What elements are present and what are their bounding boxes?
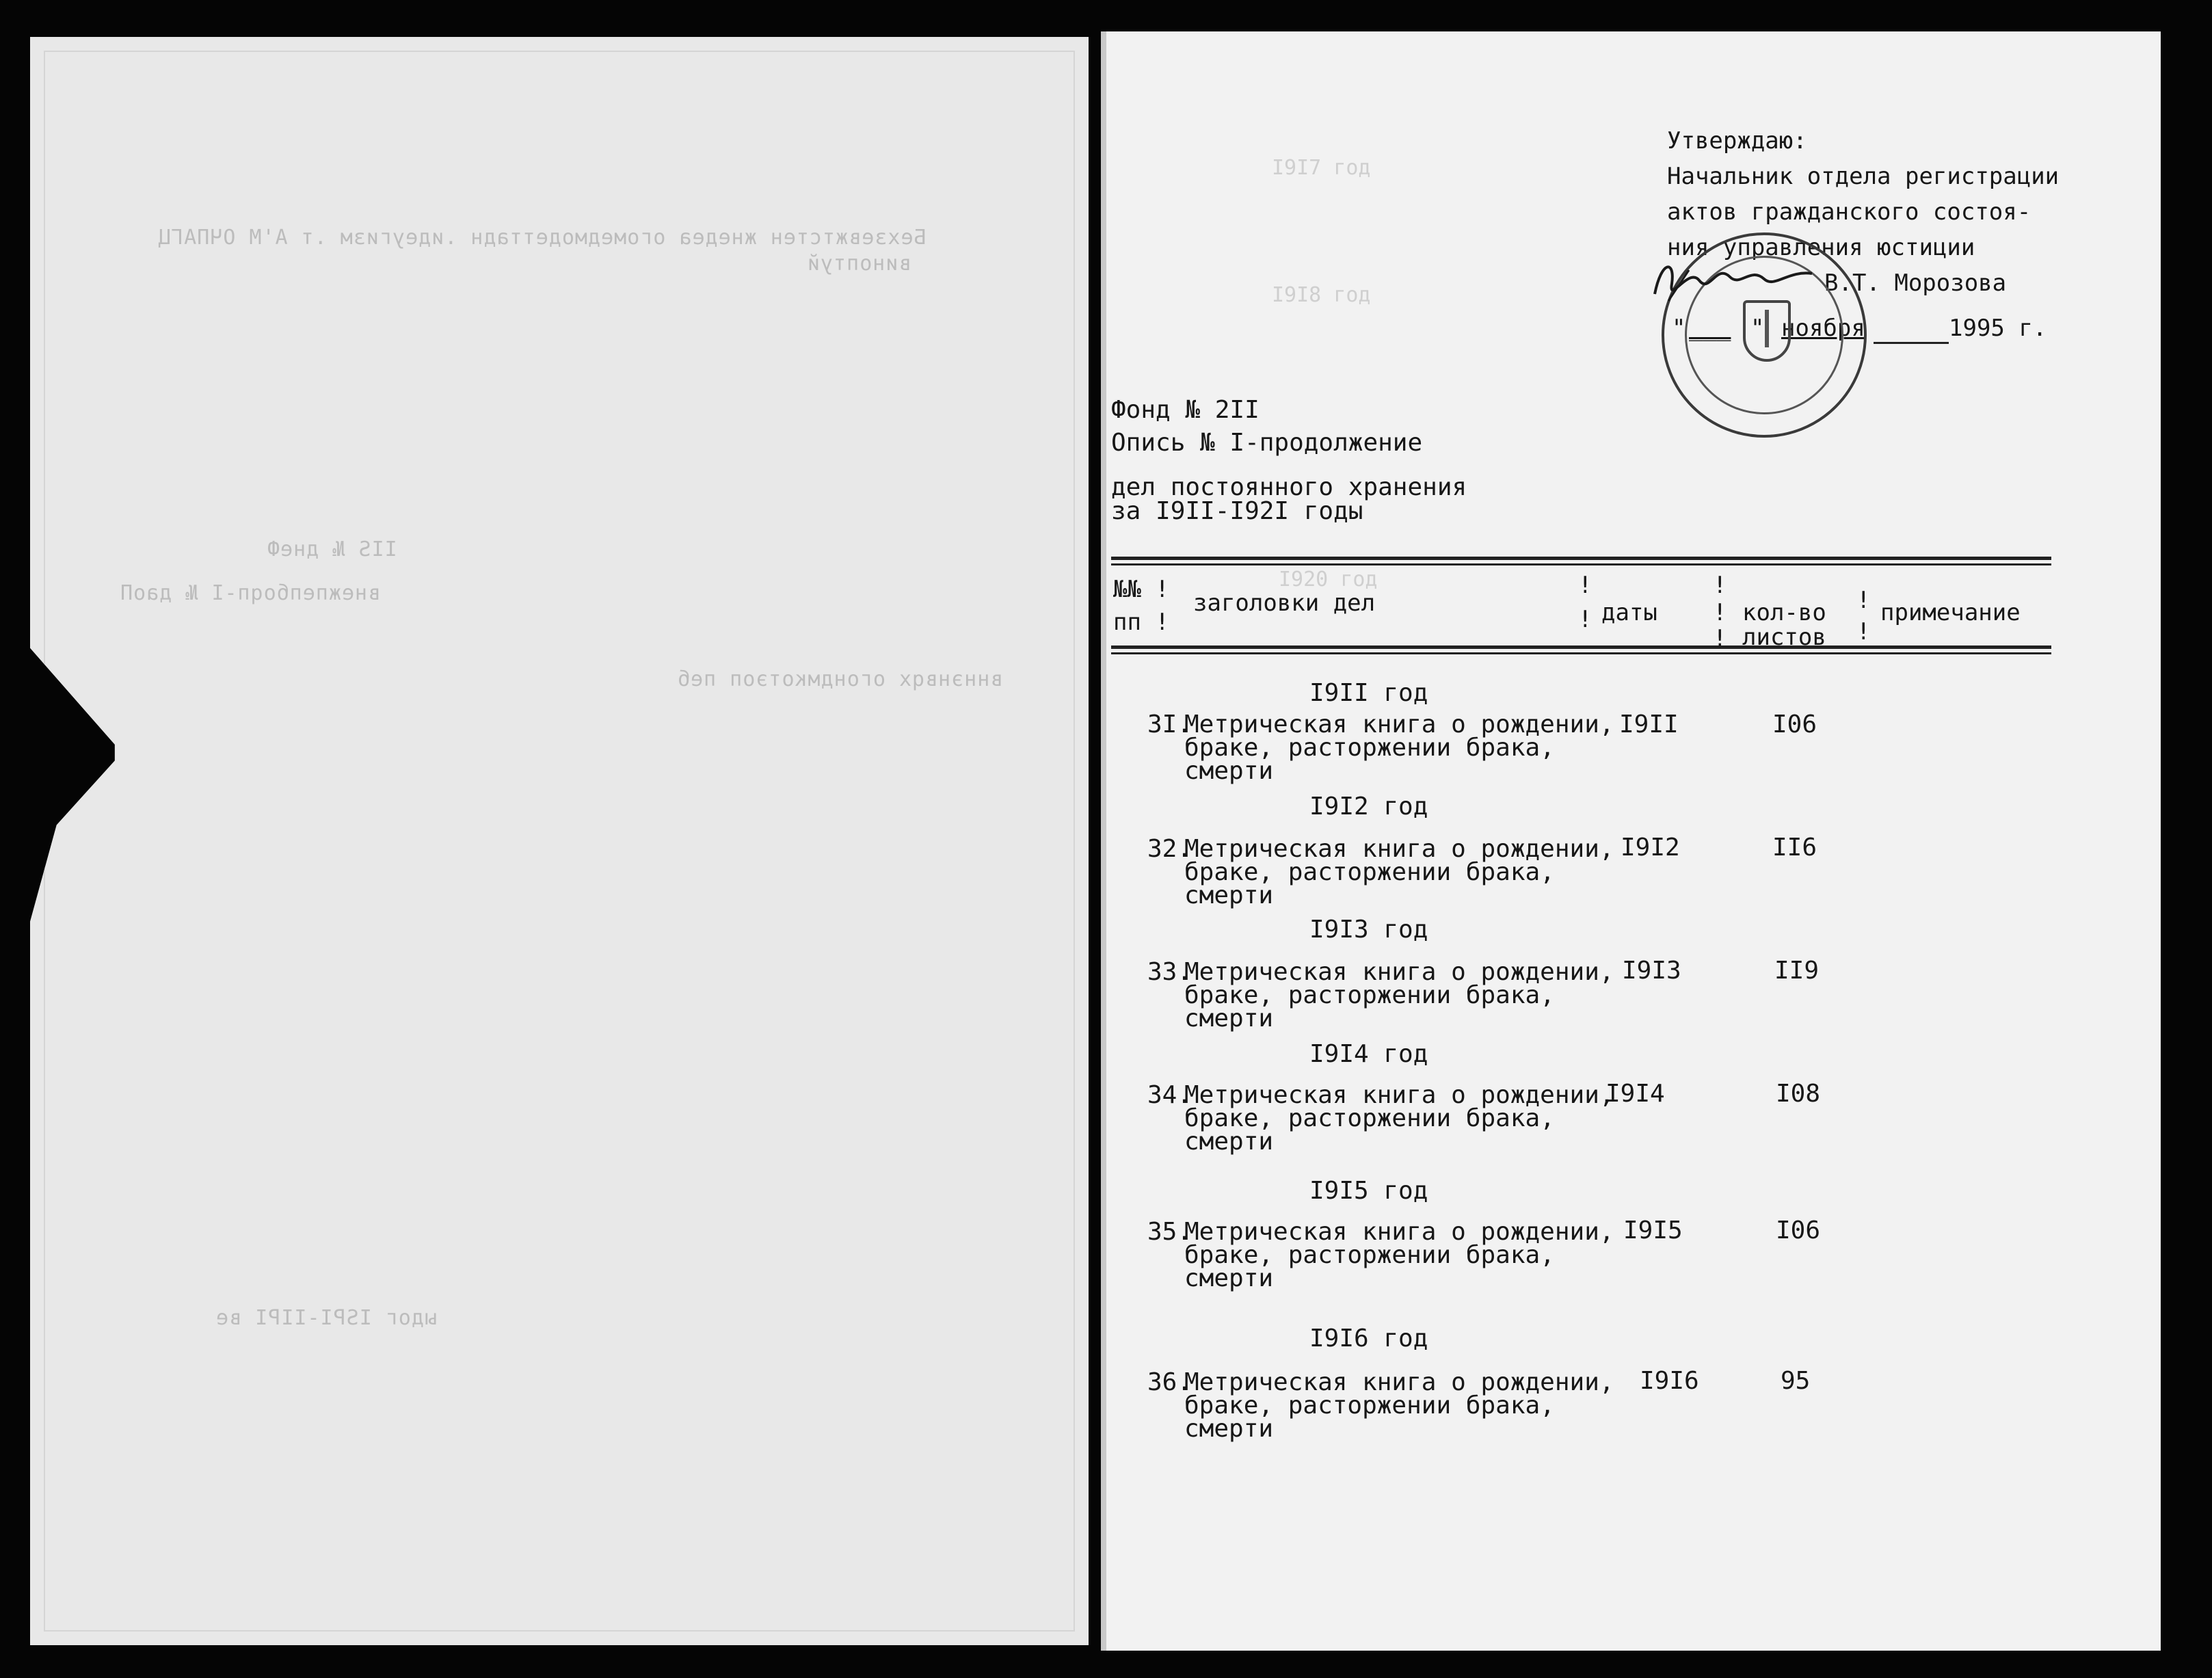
entry-title-line: Метрическая книга о рождении, [1184,835,1614,863]
entry-dates: І9І6 [1640,1367,1699,1395]
entry-title-line: браке, расторжении брака, [1184,1241,1555,1269]
col-header-number: пп ! [1113,609,1169,636]
col-separator: ! [1713,599,1727,626]
col-separator: ! [1713,625,1727,652]
ghost-text: І920 год [1279,568,1378,591]
entry-sheets: І06 [1772,710,1817,738]
entry-dates: І9І4 [1605,1080,1665,1108]
left-page [30,37,1089,1645]
ghost-text: І9І8 год [1272,283,1371,307]
entry-title-line: браке, расторжении брака, [1184,1104,1555,1132]
col-separator: ! [1856,618,1871,645]
entry-title [1184,958,1614,1033]
col-separator: ! [1856,587,1871,614]
entry-number: 33. [1147,958,1192,986]
approval-date-quote: " [1750,315,1765,342]
table-header-bottom-rule [1111,652,2051,654]
page-gutter [1101,31,1106,1651]
table-top-rule [1111,563,2051,565]
approval-date-underline [1874,342,1949,344]
handwritten-signature [1648,253,1826,315]
bleed-through-line: Бехзевжтстен жнедеа огомедмодеттадн .идеугизм .т А'М ОЧПАГЦ [157,226,927,250]
entry-number: 36. [1147,1368,1192,1396]
col-separator: ! [1578,572,1593,599]
bleed-through-line: вннэнвqх огондмкотэоп пеб [677,667,1003,691]
entry-title-line: смерти [1184,1415,1274,1443]
entry-title-line: Метрическая книга о рождении, [1184,958,1614,986]
entry-title-line: браке, расторжении брака, [1184,1391,1555,1420]
entry-title [1184,710,1614,785]
col-separator: ! [1713,572,1727,599]
entry-title [1184,837,1614,907]
approval-date-year: 1995 г. [1949,315,2047,342]
approval-date-month: ноября [1781,315,1865,342]
year-heading: І9ІІ год [1309,679,1428,707]
fund-number: Фонд № 2ІІ [1111,396,1260,424]
entry-title-line: смерти [1184,1128,1274,1156]
entry-number: 35. [1147,1218,1192,1246]
entry-title-line: Метрическая книга о рождении, [1184,710,1614,738]
ghost-text: І9І7 год [1272,156,1371,180]
year-heading: І9І2 год [1309,793,1428,821]
table-top-rule [1111,557,2051,560]
col-separator: ! [1578,606,1593,633]
entry-number: 3І. [1147,710,1192,738]
entry-title-line: смерти [1184,1264,1274,1292]
entry-number: 32. [1147,835,1192,863]
year-heading: І9І4 год [1309,1040,1428,1068]
entry-sheets: І06 [1776,1216,1821,1244]
entry-sheets: І08 [1776,1080,1821,1108]
col-header-sheets: листов [1742,624,1826,651]
col-header-title: заголовки дел [1193,589,1376,617]
entry-sheets: ІІ9 [1774,957,1820,985]
entry-dates: І9І3 [1622,957,1681,985]
entry-title-line: смерти [1184,881,1274,909]
entry-title-line: браке, расторжении брака, [1184,981,1555,1009]
year-heading: І9І5 год [1309,1177,1428,1205]
entry-dates: І9І5 [1623,1216,1683,1244]
col-header-sheets: кол-во [1742,599,1826,626]
inventory-label: Опись № І-продолжение [1111,429,1423,457]
entry-dates: І9ІІ [1619,710,1679,738]
entry-title-line: браке, расторжении брака, [1184,734,1555,762]
year-heading: І9І3 год [1309,916,1428,944]
approval-heading: Утверждаю: [1667,127,1807,155]
entry-title-line: Метрическая книга о рождении, [1184,1081,1614,1109]
entry-sheets: ІІ6 [1772,834,1817,862]
approval-date-quote: " [1672,315,1686,342]
bleed-through-line: виноптуй [807,252,911,276]
entry-title-line: Метрическая книга о рождении, [1184,1218,1614,1246]
bleed-through-line: ыдог ІSРІ-ІІРІ ве [215,1306,438,1330]
entry-dates: І9І2 [1621,834,1680,862]
col-header-number: №№ ! [1113,576,1169,603]
bleed-through-line: внежпепбоqп-I № даоП [120,581,381,605]
entry-title [1184,1368,1614,1443]
entry-title [1184,1220,1614,1290]
description-line: за І9ІІ-І92І годы [1111,497,1363,525]
entry-number: 34. [1147,1081,1192,1109]
left-page-border [44,51,1075,1632]
entry-title-line: смерти [1184,757,1274,785]
col-header-dates: даты [1601,599,1657,626]
approval-position-line: актов гражданского состоя- [1667,198,2031,226]
entry-sheets: 95 [1781,1367,1811,1395]
col-header-notes: примечание [1880,599,2021,626]
entry-title-line: браке, расторжении брака, [1184,858,1555,886]
bleed-through-line: ІІS № днеФ [267,537,397,561]
approval-date-day: ___ [1689,315,1731,342]
description-line: дел постоянного хранения [1111,473,1467,501]
table-header-bottom-rule [1111,645,2051,649]
entry-title-line: смерти [1184,1004,1274,1033]
entry-title-line: Метрическая книга о рождении, [1184,1368,1614,1396]
approval-signer: В.Т. Морозова [1824,269,2007,297]
approval-position-line: ния управления юстиции [1667,234,1975,261]
approval-position-line: Начальник отдела регистрации [1667,163,2060,190]
entry-title [1184,1081,1614,1156]
year-heading: І9І6 год [1309,1324,1428,1353]
